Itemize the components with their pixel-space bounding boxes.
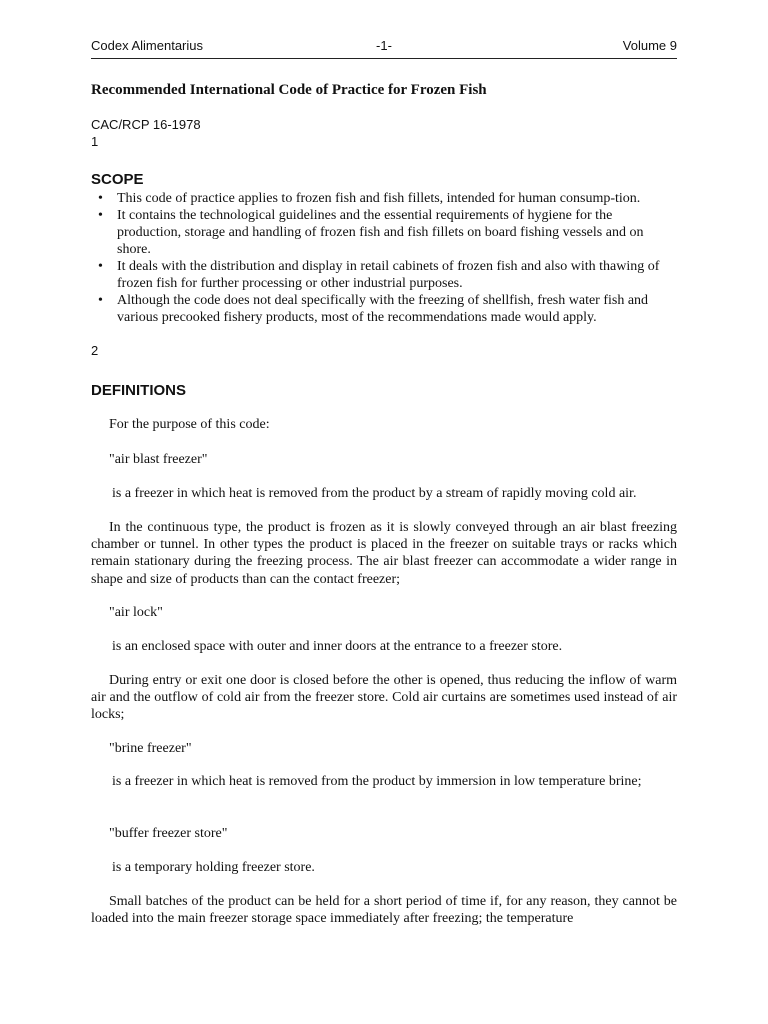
definitions-heading: DEFINITIONS [91,382,187,399]
term-brine-freezer: "brine freezer" [109,741,192,756]
list-item-text: It contains the technological guidelines and the essential requirements of hygiene for the production, storage and handling of frozen fish and fish fillets on board fishing vessels and on shore. [117,208,644,257]
definition-buffer-freezer-store: is a temporary holding freezer store. [112,860,315,875]
code-block [91,116,201,150]
bullet-icon: • [98,293,103,308]
definition-air-blast-freezer: is a freezer in which heat is removed from the product by a stream of rapidly moving cold air. [112,486,637,501]
list-item-text: Although the code does not deal specifically with the freezing of shellfish, fresh water fish and various precooked fishery products, most of the recommendations made would apply. [117,293,649,325]
term-air-lock: "air lock" [109,605,163,620]
document-title: Recommended International Code of Practice for Frozen Fish [91,82,487,98]
bullet-icon: • [98,259,103,274]
list-item [91,190,677,207]
header-divider [91,58,677,59]
header-publication: Codex Alimentarius [91,38,203,53]
list-item [91,258,677,292]
list-item [91,207,677,258]
definitions-intro: For the purpose of this code: [109,417,270,432]
header-page-number: -1- [376,38,392,53]
scope-list [91,190,677,326]
list-item-text: This code of practice applies to frozen fish and fish fillets, intended for human consump-tion. [117,191,641,206]
note-air-blast-freezer: In the continuous type, the product is frozen as it is slowly conveyed through an air blast freezing chamber or tunnel. In other types the product is placed in the freezer on suitable trays or racks which remain stationary during the freezing process. The air blast freezer can accommodate a wider range in shape and size of products than can the contact freezer; [91,520,677,587]
list-item [91,292,677,326]
definition-air-lock: is an enclosed space with outer and inner doors at the entrance to a freezer store. [112,639,563,654]
definition-brine-freezer: is a freezer in which heat is removed from the product by immersion in low temperature brine; [112,774,642,789]
list-item-text: It deals with the distribution and display in retail cabinets of frozen fish and also with thawing of frozen fish for further processing or other industrial purposes. [117,259,660,291]
section-number-2: 2 [91,343,99,358]
header-volume: Volume 9 [622,38,677,53]
code-reference: CAC/RCP 16-1978 [91,117,201,132]
bullet-icon: • [98,208,103,223]
scope-heading: SCOPE [91,171,144,188]
note-air-lock: During entry or exit one door is closed before the other is opened, thus reducing the inflow of warm air and the outflow of cold air from the freezer store. Cold air curtains are sometimes used instead of air locks; [91,673,677,723]
bullet-icon: • [98,191,103,206]
section-number-1: 1 [91,134,99,149]
term-buffer-freezer-store: "buffer freezer store" [109,826,228,841]
note-buffer-freezer-store: Small batches of the product can be held for a short period of time if, for any reason, they cannot be loaded into the main freezer storage space immediately after freezing; the temperature [91,894,677,927]
term-air-blast-freezer: "air blast freezer" [109,452,208,467]
